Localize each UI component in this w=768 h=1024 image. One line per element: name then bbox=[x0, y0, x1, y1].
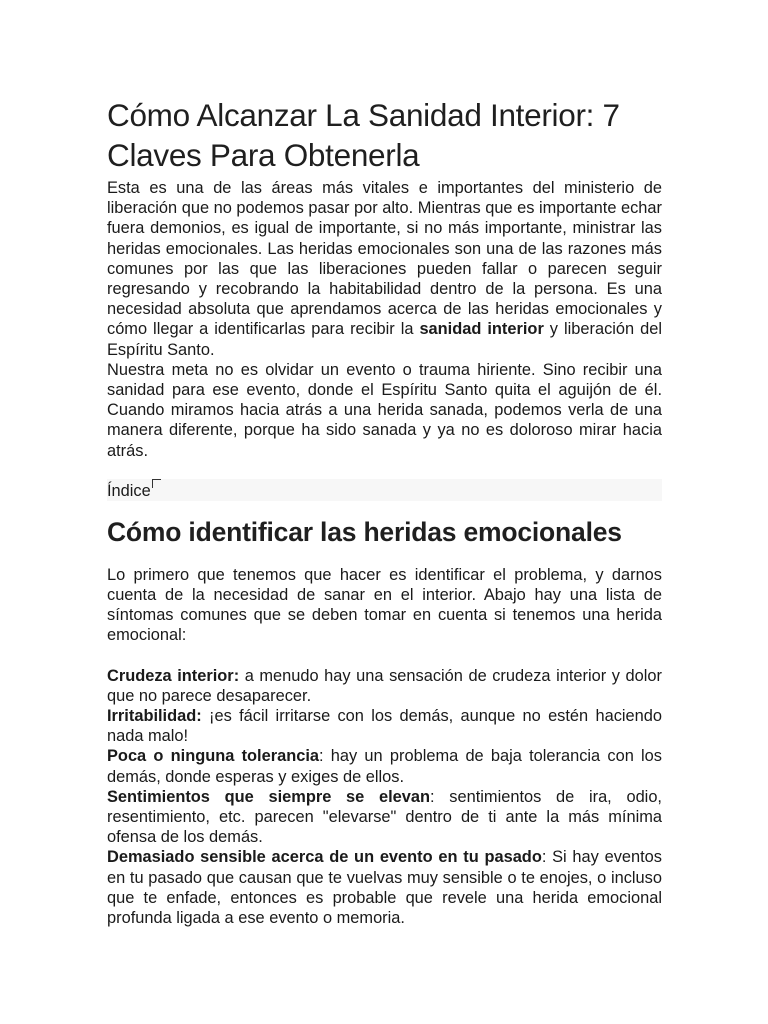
list-item bbox=[107, 706, 662, 746]
sanidad-interior-link[interactable]: sanidad interior bbox=[419, 320, 544, 339]
intro-text-part2: y liberación del Espíritu Santo. bbox=[107, 320, 662, 359]
symptom-term: Crudeza interior: bbox=[107, 666, 240, 685]
symptom-text: : Si hay eventos en tu pasado que causan que te vuelvas muy sensible o te enojes, o incluso que te enfade, entonces es probable que revele una herida emocional profunda ligada a ese evento o memoria. bbox=[107, 848, 662, 928]
table-of-contents[interactable] bbox=[107, 479, 662, 501]
symptom-term: Sentimientos que siempre se elevan bbox=[107, 787, 431, 806]
intro-paragraph bbox=[107, 178, 662, 360]
symptom-term: Demasiado sensible acerca de un evento en tu pasado bbox=[107, 848, 542, 867]
intro-text-part1: Esta es una de las áreas más vitales e importantes del ministerio de liberación que no podemos pasar por alto. Mientras que es importante echar fuera demonios, es igual de importante, si no más importante, ministrar las heridas emocionales. Las heridas emocionales son una de las razones más comunes por las que las liberaciones pueden fallar o parecen seguir regresando y recobrando la habitabilidad dentro de la persona. Es una necesidad absoluta que aprendamos acerca de las heridas emocionales y cómo llegar a identificarlas para recibir la bbox=[107, 179, 662, 339]
list-item bbox=[107, 746, 662, 786]
section-intro: Lo primero que tenemos que hacer es identificar el problema, y darnos cuenta de la necesidad de sanar en el interior. Abajo hay una lista de síntomas comunes que se deben tomar en cuenta si tenemos una herida emocional: bbox=[107, 565, 662, 645]
symptom-text: : sentimientos de ira, odio, resentimiento, etc. parecen "elevarse" dentro de ti ante la más mínima ofensa de los demás. bbox=[107, 787, 662, 847]
symptom-text: ¡es fácil irritarse con los demás, aunque no estén haciendo nada malo! bbox=[107, 707, 662, 746]
list-item bbox=[107, 666, 662, 706]
list-item bbox=[107, 787, 662, 848]
intro-paragraph-2: Nuestra meta no es olvidar un evento o trauma hiriente. Sino recibir una sanidad para ese evento, donde el Espíritu Santo quita el aguijón de él. Cuando miramos hacia atrás a una herida sanada, podemos verla de una manera diferente, porque ha sido sanada y ya no es doloroso mirar hacia atrás. bbox=[107, 360, 662, 460]
symptom-term: Poca o ninguna tolerancia bbox=[107, 747, 320, 766]
symptom-text: a menudo hay una sensación de crudeza interior y dolor que no parece desaparecer. bbox=[107, 666, 662, 705]
toc-label: Índice bbox=[107, 481, 151, 500]
symptom-list bbox=[107, 666, 662, 929]
toggle-icon[interactable] bbox=[152, 479, 161, 488]
article bbox=[107, 95, 662, 928]
section-heading: Cómo identificar las heridas emocionales bbox=[107, 516, 622, 547]
list-item bbox=[107, 847, 662, 928]
symptom-term: Irritabilidad: bbox=[107, 707, 202, 726]
page-title: Cómo Alcanzar La Sanidad Interior: 7 Claves Para Obtenerla bbox=[107, 97, 620, 173]
symptom-text: : hay un problema de baja tolerancia con los demás, donde esperas y exiges de ellos. bbox=[107, 747, 662, 786]
